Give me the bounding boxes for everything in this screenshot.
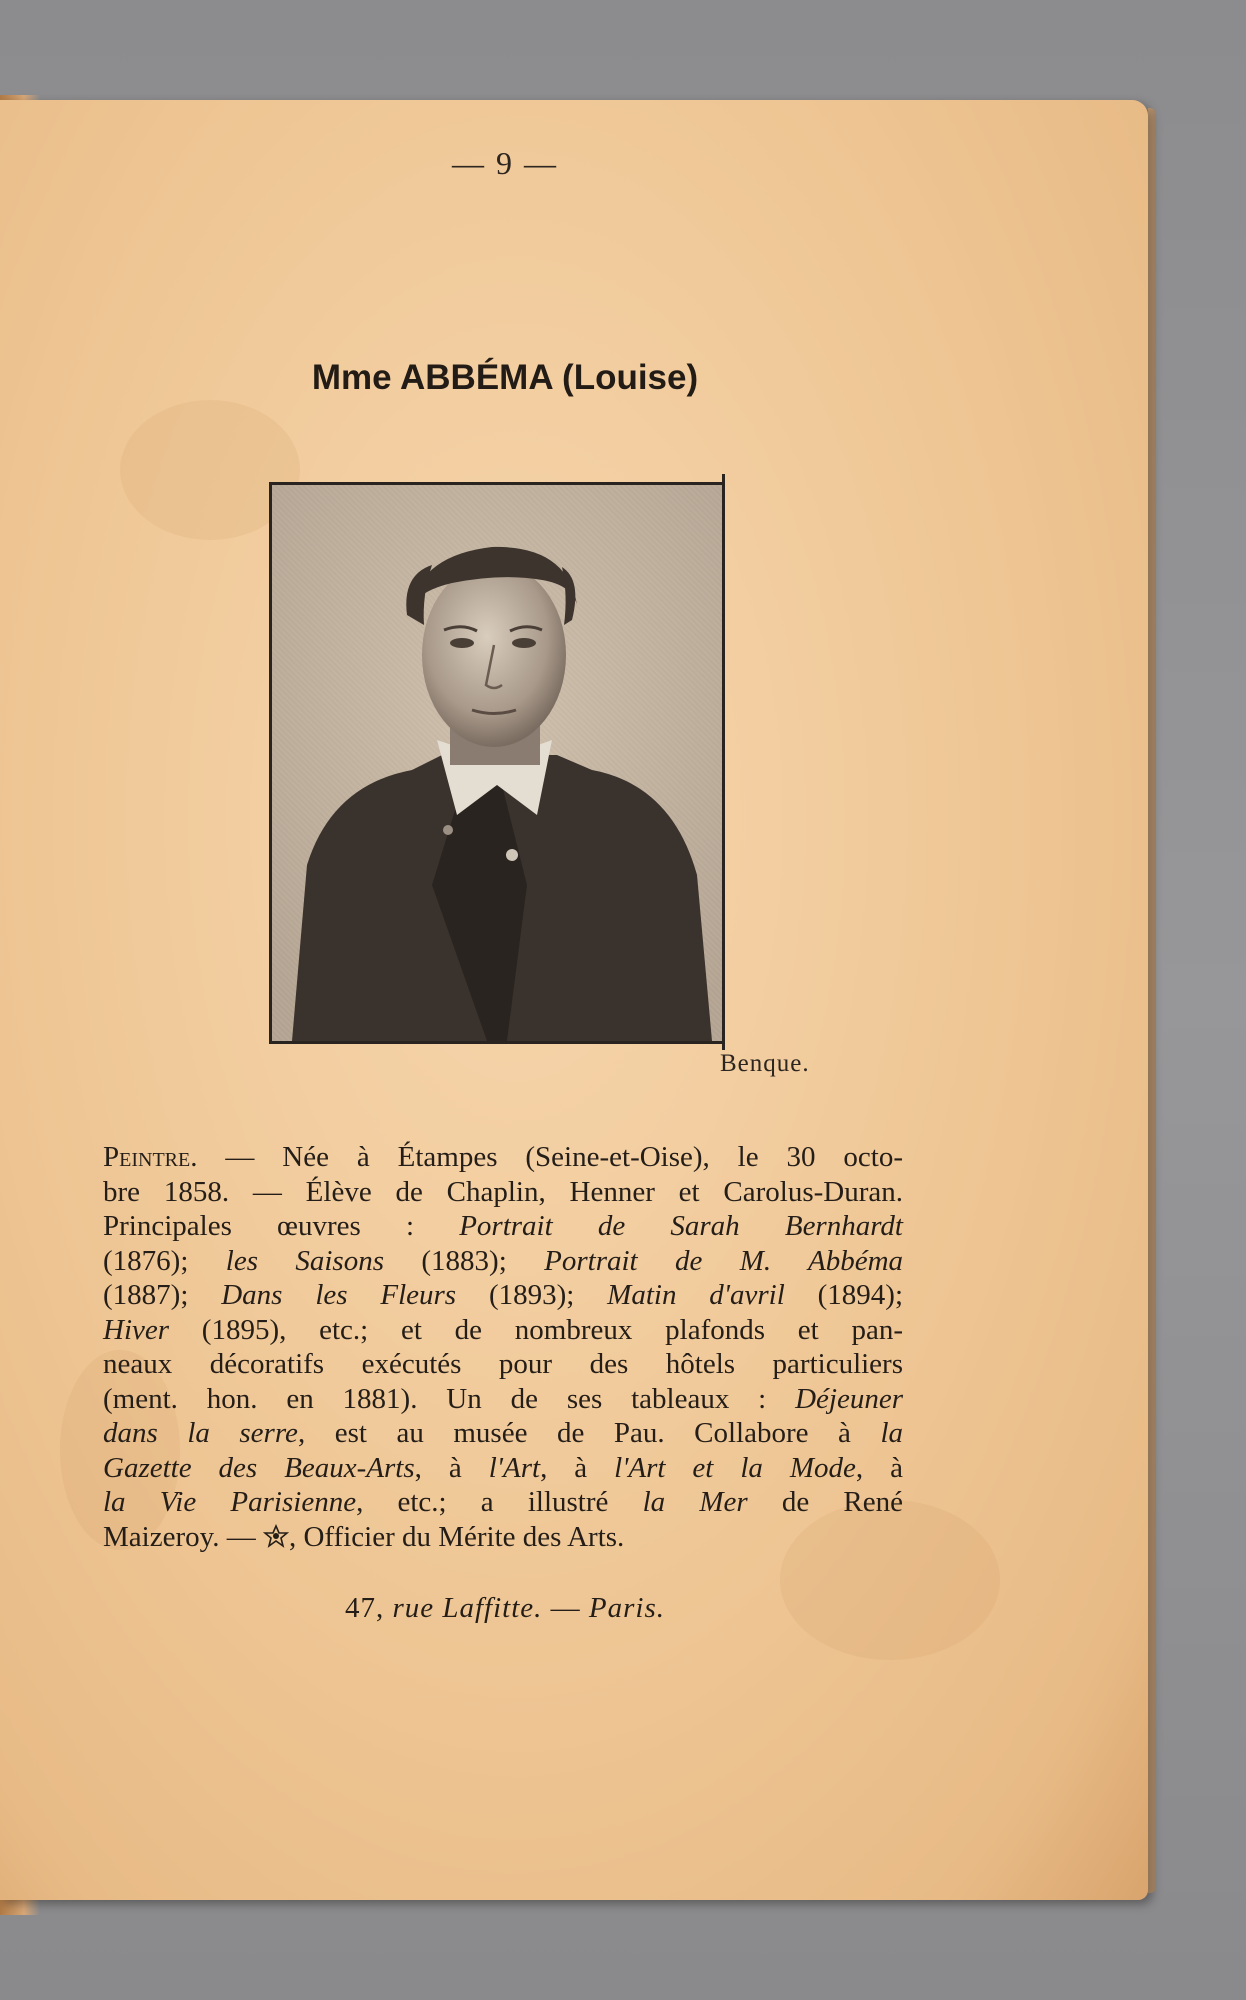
photo-credit: Benque. (720, 1050, 810, 1077)
bio-line (103, 1485, 903, 1520)
bio-line (103, 1451, 903, 1486)
bio-text: , à (855, 1451, 904, 1484)
address-separator: — (550, 1592, 581, 1624)
bio-text: , à (414, 1451, 489, 1484)
page-edge (1148, 108, 1156, 1893)
bio-text: (1895), etc.; et de nombreux plafonds et pan- (169, 1313, 903, 1346)
bio-text: (1894); (784, 1279, 904, 1311)
bio-text: Principales œuvres : (103, 1210, 460, 1242)
bio-italic-title: les Saisons (225, 1244, 384, 1277)
bio-text: (ment. hon. en 1881). Un de ses tableaux : (103, 1382, 796, 1415)
bio-text: de René (747, 1486, 903, 1518)
bio-text: bre 1858. — Élève de Chaplin, Henner et Carolus-Duran. (103, 1175, 903, 1208)
biography-paragraph (103, 1140, 903, 1554)
bio-line (103, 1382, 903, 1417)
bio-italic-title: Hiver (103, 1313, 170, 1346)
bio-line (103, 1175, 903, 1210)
bio-line (103, 1347, 903, 1382)
address-city: Paris. (588, 1592, 666, 1624)
academic-medal-icon (263, 1524, 289, 1550)
bio-line (103, 1209, 903, 1244)
bio-italic-title: la (880, 1417, 903, 1449)
bio-italic-title: l'Art (488, 1451, 541, 1484)
bio-italic-title: Déjeuner (795, 1382, 903, 1415)
bio-text: , etc.; a illustré (356, 1486, 643, 1518)
bio-italic-title: Portrait de M. Abbéma (544, 1244, 904, 1277)
bio-line (103, 1313, 903, 1348)
bio-profession: Peintre. (103, 1141, 198, 1173)
bio-italic-title: Gazette des Beaux-Arts (103, 1451, 415, 1484)
bio-text: (1893); (456, 1279, 608, 1311)
page-number: — 9 — (452, 145, 558, 181)
bio-text: , Officier du Mérite des Arts. (288, 1520, 625, 1553)
page-title: Mme ABBÉMA (Louise) (311, 358, 699, 397)
bio-italic-title: Portrait de Sarah Bernhardt (459, 1210, 903, 1242)
bio-italic-title: Matin d'avril (607, 1279, 785, 1311)
bio-italic-title: la Mer (642, 1486, 748, 1518)
frame-tick-mark (722, 1040, 725, 1050)
frame-tick-mark (722, 474, 725, 486)
bio-line (103, 1278, 903, 1313)
bio-italic-title: l'Art et la Mode (614, 1451, 856, 1484)
bio-italic-title: dans la serre (103, 1417, 298, 1449)
bio-italic-title: la Vie Parisienne (103, 1486, 357, 1518)
bio-text: Maizeroy. — (103, 1520, 263, 1553)
bio-line (103, 1416, 903, 1451)
address-street: rue Laffitte. (392, 1592, 543, 1624)
bio-text: , est au musée de Pau. Collabore à (297, 1417, 881, 1449)
bio-text: , à (540, 1451, 615, 1484)
bio-text: neaux décoratifs exécutés pour des hôtels particuliers (103, 1348, 903, 1380)
address-line (0, 1592, 1010, 1625)
bio-line (103, 1520, 903, 1555)
bio-text: (1887); (103, 1279, 222, 1311)
bio-line (103, 1244, 903, 1279)
bio-italic-title: Dans les Fleurs (221, 1279, 457, 1311)
portrait-photo (269, 482, 725, 1044)
bio-text: (1883); (384, 1244, 545, 1277)
bio-text: — Née à Étampes (Seine-et-Oise), le 30 octo- (197, 1141, 903, 1173)
portrait-illustration (272, 485, 722, 1041)
bio-line (103, 1140, 903, 1175)
address-number: 47, (344, 1592, 385, 1624)
bio-text: (1876); (103, 1244, 226, 1277)
